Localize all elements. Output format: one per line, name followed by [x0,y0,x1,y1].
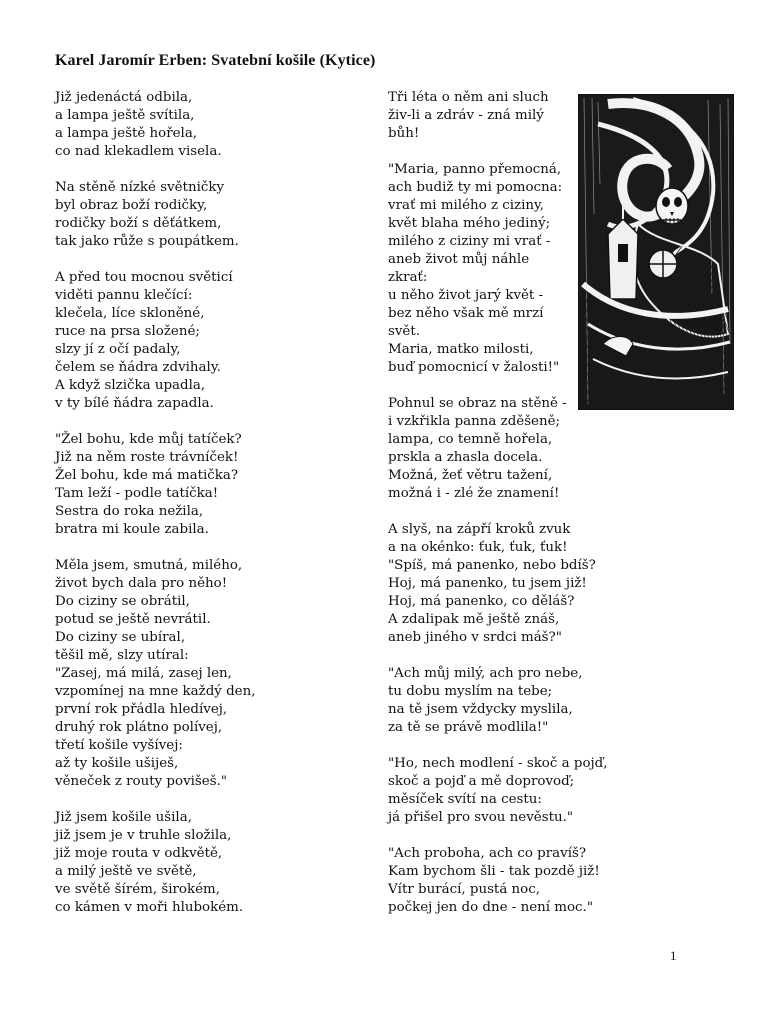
poem-line: již moje routa v odkvětě, [55,846,223,861]
poem-line: druhý rok plátno polívej, [55,720,223,735]
poem-line: A před tou mocnou světicí [55,270,233,285]
poem-line: možná i - zlé že znamení! [388,486,560,501]
poem-line: Tam leží - podle tatíčka! [55,486,219,501]
poem-stanza [388,521,596,647]
poem-line: Hoj, má panenko, tu jsem již! [388,576,587,591]
poem-line: měsíček svítí na cestu: [388,792,542,807]
document-title: Karel Jaromír Erben: Svatební košile (Kytice) [55,52,376,69]
poem-stanza [55,89,355,161]
poem-line: Hoj, má panenko, co děláš? [388,594,575,609]
page-number: 1 [670,948,677,963]
poem-stanza [55,179,355,251]
woodcut-skeleton-illustration [578,94,734,410]
poem-line: třetí košile vyšívej: [55,738,183,753]
poem-line: Žel bohu, kde má matička? [55,468,239,483]
poem-line: za tě se právě modlila!" [388,720,549,735]
poem-line: počkej jen do dne - není moc." [388,900,593,915]
poem-line: rodičky boží s děťátkem, [55,216,222,231]
poem-line: věneček z routy povišeš." [55,774,227,789]
poem-line: u něho život jarý květ - [388,288,544,303]
poem-stanza [388,755,608,827]
poem-line: A slyš, na zápří kroků zvuk [388,522,571,537]
poem-stanza [55,269,355,413]
poem-line: život bych dala pro něho! [55,576,228,591]
poem-line: a lampa ještě svítila, [55,108,195,123]
poem-line: Tři léta o něm ani sluch [388,90,549,105]
poem-line: A když slzička upadla, [55,378,206,393]
poem-line: "Ach můj milý, ach pro nebe, [388,666,583,681]
poem-line: a na okénko: ťuk, ťuk, ťuk! [388,540,568,555]
poem-stanza [388,665,583,737]
poem-line: již jsem je v truhle složila, [55,828,232,843]
poem-line: i vzkřikla panna zděšeně; [388,414,561,429]
poem-line: a milý ještě ve světě, [55,864,197,879]
poem-left-column [55,89,355,935]
poem-line: aneb jiného v srdci máš?" [388,630,562,645]
poem-line: Do ciziny se obrátil, [55,594,190,609]
poem-line: až ty košile ušiješ, [55,756,179,771]
poem-line: slzy jí z očí padaly, [55,342,181,357]
poem-line: vzpomínej na mne každý den, [55,684,256,699]
poem-line: "Zasej, má milá, zasej len, [55,666,232,681]
poem-line: prskla a zhasla docela. [388,450,543,465]
poem-line: ruce na prsa složené; [55,324,200,339]
poem-line: zkrať: [388,270,428,285]
poem-line: bratra mi koule zabila. [55,522,209,537]
poem-line: Maria, matko milosti, [388,342,534,357]
poem-line: skoč a pojď a mě doprovoď; [388,774,575,789]
poem-line: klečela, líce skloněné, [55,306,205,321]
poem-line: "Maria, panno přemocná, [388,162,562,177]
poem-line: na tě jsem vždycky myslila, [388,702,573,717]
poem-line: svět. [388,324,420,339]
poem-line: první rok přádla hledívej, [55,702,228,717]
poem-line: viděti pannu klečící: [55,288,193,303]
poem-line: bez něho však mě mrzí [388,306,544,321]
poem-line: "Ho, nech modlení - skoč a pojď, [388,756,608,771]
poem-line: co kámen v moři hlubokém. [55,900,244,915]
poem-stanza [388,845,600,917]
poem-line: milého z ciziny mi vrať - [388,234,551,249]
poem-stanza [388,395,573,503]
skull-icon [656,188,688,224]
poem-stanza [55,431,355,539]
poem-stanza [388,89,573,143]
poem-line: aneb život můj náhle [388,252,530,267]
poem-line: "Žel bohu, kde můj tatíček? [55,432,242,447]
poem-line: ve světě šírém, širokém, [55,882,220,897]
poem-line: Pohnul se obraz na stěně - [388,396,567,411]
poem-line: Vítr burácí, pustá noc, [388,882,540,897]
poem-line: lampa, co temně hořela, [388,432,553,447]
poem-line: květ blaha mého jediný; [388,216,551,231]
poem-line: těšil mě, slzy utíral: [55,648,189,663]
poem-line: potud se ještě nevrátil. [55,612,211,627]
poem-line: byl obraz boží rodičky, [55,198,208,213]
poem-line: buď pomocnicí v žalosti!" [388,360,560,375]
poem-line: ach budiž ty mi pomocna: [388,180,563,195]
poem-right-column [388,89,608,935]
poem-stanza [55,809,355,917]
poem-line: "Ach proboha, ach co pravíš? [388,846,587,861]
poem-line: "Spíš, má panenko, nebo bdíš? [388,558,596,573]
poem-line: Na stěně nízké světničky [55,180,225,195]
poem-line: Měla jsem, smutná, milého, [55,558,243,573]
poem-line: vrať mi milého z ciziny, [388,198,545,213]
poem-line: A zdalipak mě ještě znáš, [388,612,560,627]
poem-line: tak jako růže s poupátkem. [55,234,239,249]
poem-line: živ-li a zdráv - zná milý [388,108,544,123]
poem-line: bůh! [388,126,420,141]
poem-line: Sestra do roka nežila, [55,504,204,519]
poem-stanza [55,557,355,791]
poem-line: Možná, žeť větru tažení, [388,468,553,483]
poem-line: čelem se ňádra zdvihaly. [55,360,221,375]
poem-line: v ty bílé ňádra zapadla. [55,396,214,411]
poem-stanza [388,161,573,377]
poem-line: já přišel pro svou nevěstu." [388,810,573,825]
poem-line: Již jedenáctá odbila, [55,90,193,105]
poem-line: co nad klekadlem visela. [55,144,222,159]
poem-line: Do ciziny se ubíral, [55,630,186,645]
poem-line: Již na něm roste trávníček! [55,450,239,465]
poem-line: a lampa ještě hořela, [55,126,198,141]
poem-line: Již jsem košile ušila, [55,810,192,825]
poem-line: tu dobu myslím na tebe; [388,684,553,699]
poem-line: Kam bychom šli - tak pozdě již! [388,864,600,879]
